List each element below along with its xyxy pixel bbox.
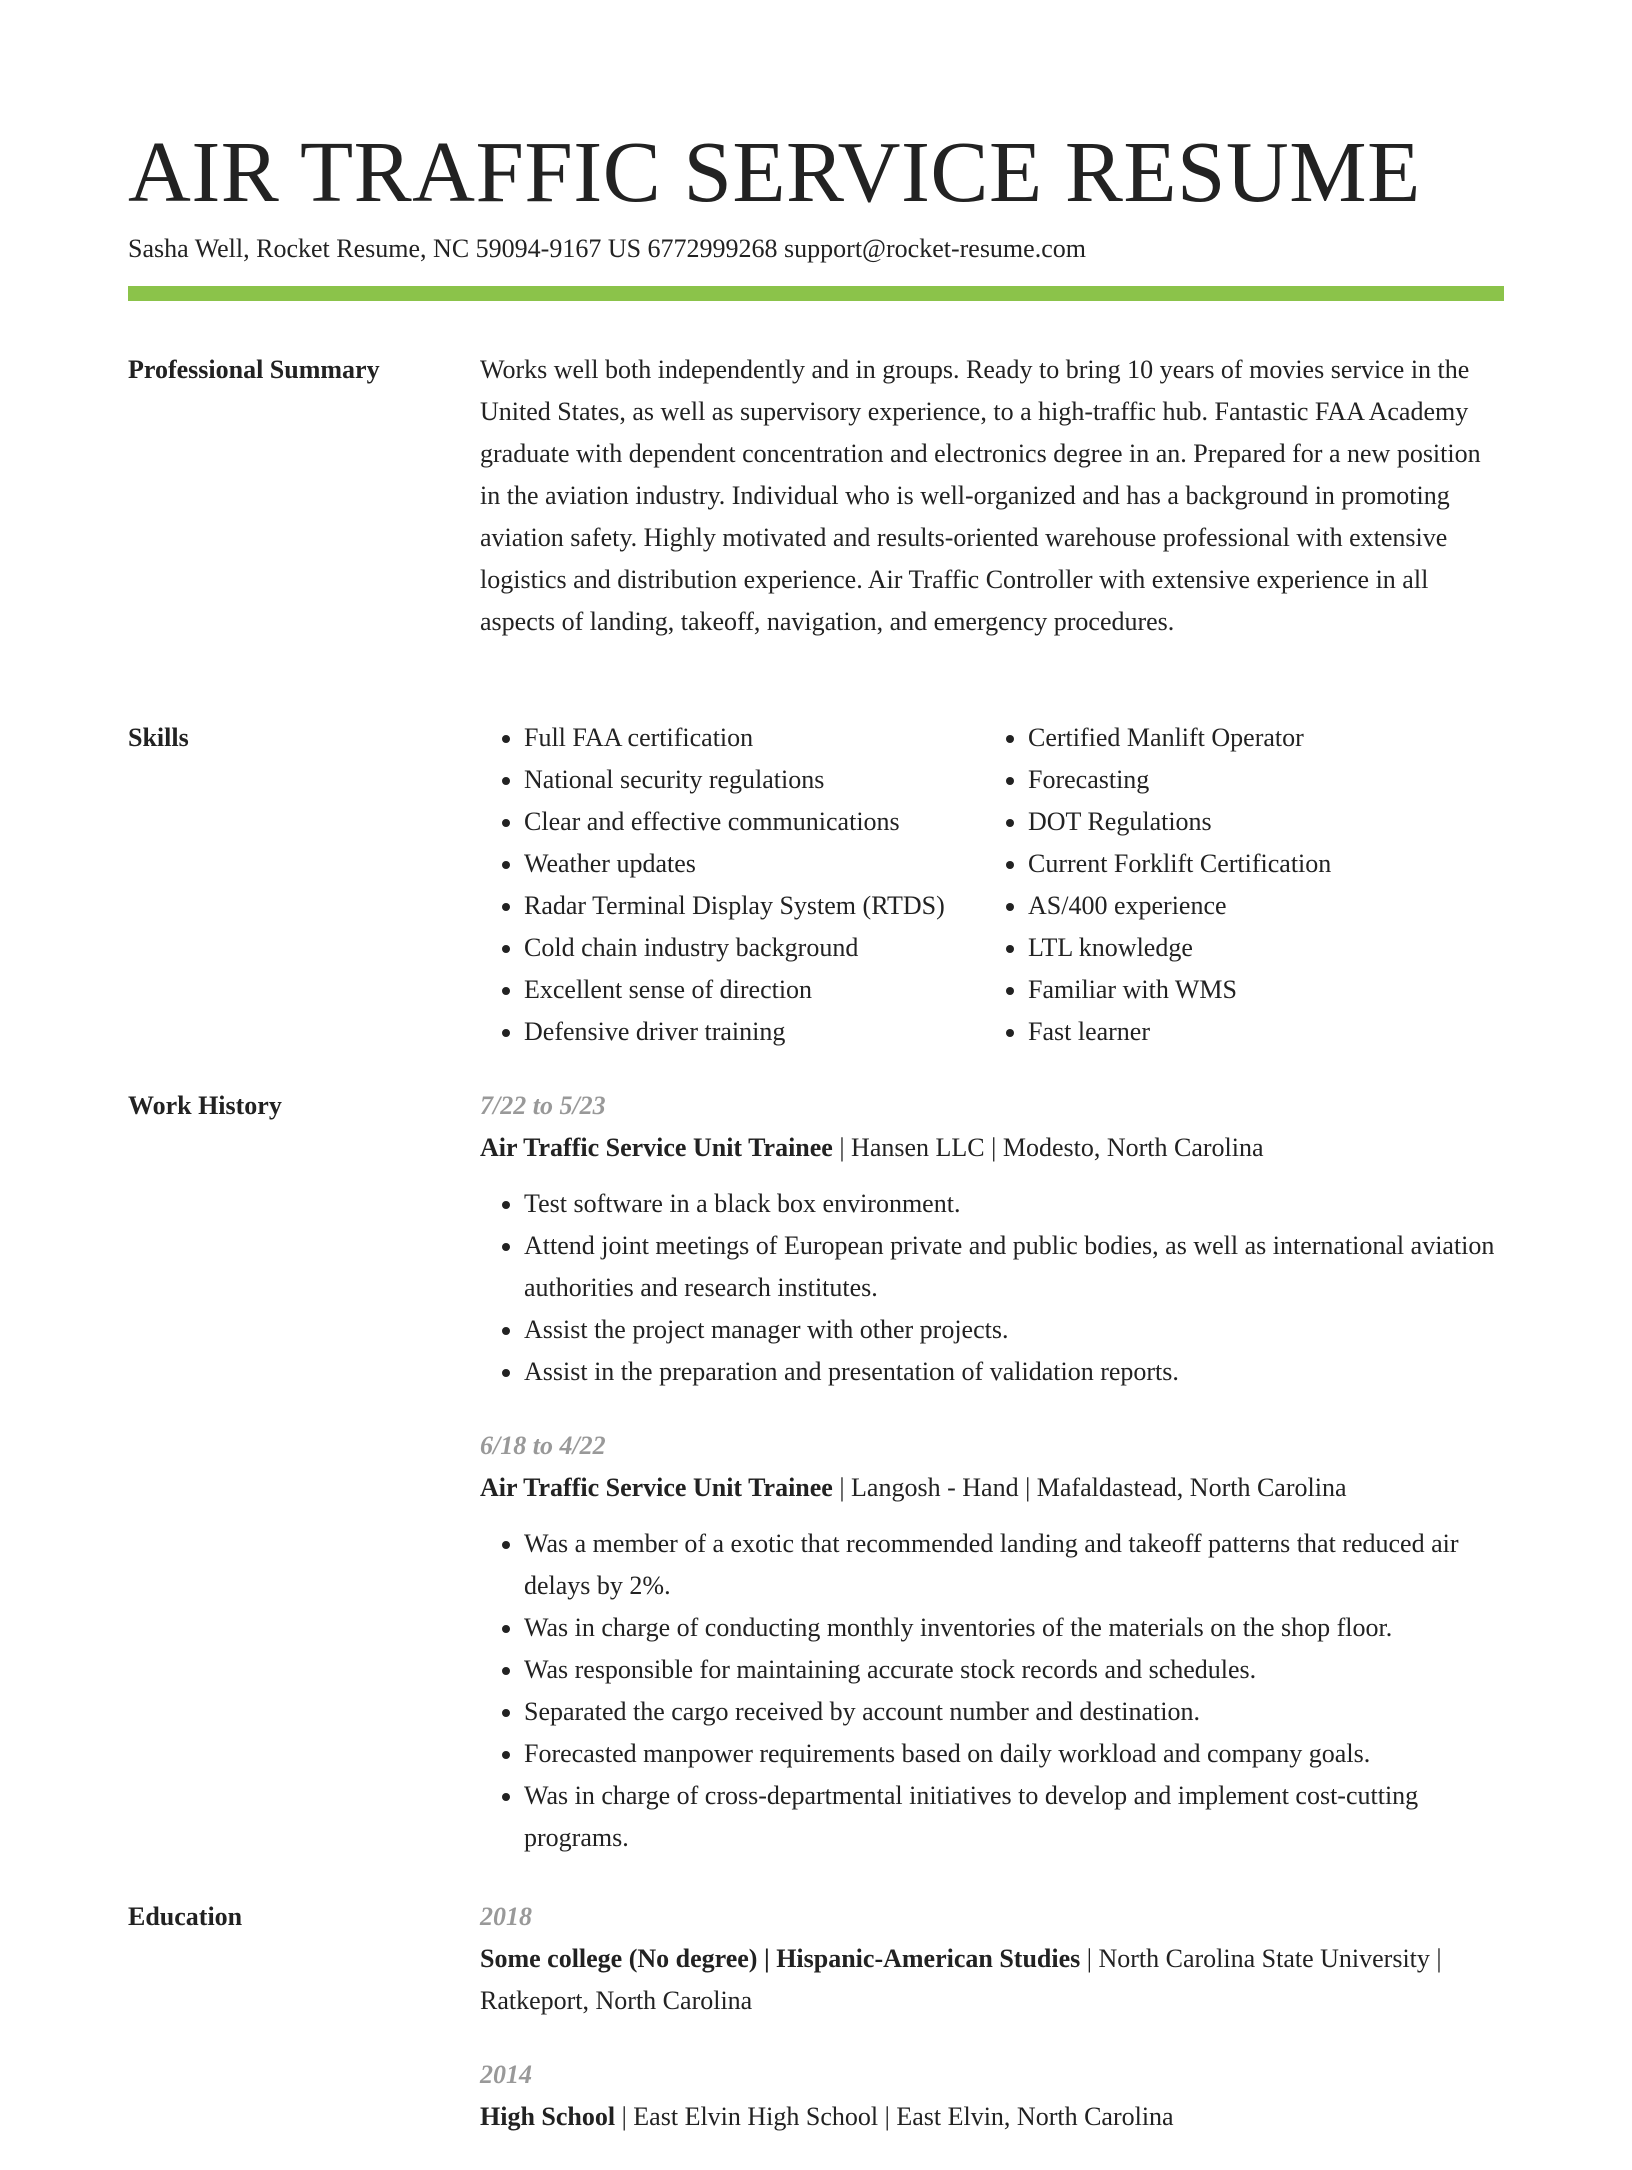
job-bullets xyxy=(480,1183,1504,1393)
skill-item: • Cold chain industry background xyxy=(524,927,984,969)
skill-item: • Current Forklift Certification xyxy=(1028,843,1488,885)
job-entry xyxy=(480,1085,1504,1393)
education-title: Some college (No degree) | Hispanic-American Studies xyxy=(480,1944,1081,1973)
summary-label: Professional Summary xyxy=(128,355,380,384)
education-label: Education xyxy=(128,1902,243,1931)
contact-line: Sasha Well, Rocket Resume, NC 59094-9167 US 6772999268 support@rocket-resume.com xyxy=(128,234,1086,263)
resume-title: AIR TRAFFIC SERVICE RESUME xyxy=(128,123,1421,220)
job-bullet: • Test software in a black box environment. xyxy=(524,1183,1504,1225)
job-date: 6/18 to 4/22 xyxy=(480,1431,606,1460)
skill-item: • Fast learner xyxy=(1028,1011,1488,1053)
summary-text: Works well both independently and in groups. Ready to bring 10 years of movies service in the United States, as well as supervisory experience, to a high-traffic hub. Fantastic FAA Academy graduate with dependent concentration and electronics degree in an. Prepared for a new position in the aviation industry. Individual who is well-organized and has a background in promoting aviation safety. Highly motivated and results-oriented warehouse professional with extensive logistics and distribution experience. Air Traffic Controller with extensive experience in all aspects of landing, takeoff, navigation, and emergency procedures. xyxy=(480,355,1481,636)
skill-item: • Clear and effective communications xyxy=(524,801,984,843)
job-bullet: • Attend joint meetings of European private and public bodies, as well as international aviation authorities and research institutes. xyxy=(524,1225,1504,1309)
skill-item: • LTL knowledge xyxy=(1028,927,1488,969)
education-entry xyxy=(480,1896,1504,2022)
summary-body xyxy=(480,349,1504,643)
skill-item: • Radar Terminal Display System (RTDS) xyxy=(524,885,984,927)
job-date: 7/22 to 5/23 xyxy=(480,1091,606,1120)
job-bullet: • Was in charge of conducting monthly inventories of the materials on the shop floor. xyxy=(524,1607,1504,1649)
education-details: | East Elvin High School | East Elvin, North Carolina xyxy=(615,2102,1174,2131)
skill-item: • National security regulations xyxy=(524,759,984,801)
skill-item: • Full FAA certification xyxy=(524,717,984,759)
education-date: 2014 xyxy=(480,2060,532,2089)
accent-divider xyxy=(128,286,1504,301)
job-bullet: • Forecasted manpower requirements based on daily workload and company goals. xyxy=(524,1733,1504,1775)
education-title: High School xyxy=(480,2102,616,2131)
job-bullet: • Assist in the preparation and presentation of validation reports. xyxy=(524,1351,1504,1393)
skills-column-1 xyxy=(480,717,984,1053)
job-bullets xyxy=(480,1523,1504,1859)
work-label: Work History xyxy=(128,1091,282,1120)
job-bullet: • Separated the cargo received by account number and destination. xyxy=(524,1691,1504,1733)
skills-body xyxy=(480,717,1504,1053)
skill-item: • DOT Regulations xyxy=(1028,801,1488,843)
skills-columns xyxy=(480,717,1504,1053)
education-body xyxy=(480,1896,1504,2170)
job-details: | Hansen LLC | Modesto, North Carolina xyxy=(832,1133,1264,1162)
skill-item: • Familiar with WMS xyxy=(1028,969,1488,1011)
education-header xyxy=(480,1938,1504,2022)
skill-item: • Weather updates xyxy=(524,843,984,885)
education-date: 2018 xyxy=(480,1902,532,1931)
education-details: | North Carolina State University | Ratkeport, North Carolina xyxy=(480,1944,1442,2015)
job-bullet: • Was in charge of cross-departmental initiatives to develop and implement cost-cutting programs. xyxy=(524,1775,1504,1859)
skill-item: • Defensive driver training xyxy=(524,1011,984,1053)
job-header xyxy=(480,1467,1504,1509)
job-bullet: • Was responsible for maintaining accurate stock records and schedules. xyxy=(524,1649,1504,1691)
skill-item: • Forecasting xyxy=(1028,759,1488,801)
job-details: | Langosh - Hand | Mafaldastead, North Carolina xyxy=(832,1473,1347,1502)
education-header xyxy=(480,2096,1504,2138)
skill-item: • Certified Manlift Operator xyxy=(1028,717,1488,759)
skill-item: • Excellent sense of direction xyxy=(524,969,984,1011)
education-entry xyxy=(480,2054,1504,2138)
job-bullet: • Assist the project manager with other projects. xyxy=(524,1309,1504,1351)
resume-page xyxy=(128,0,1504,2131)
skill-item: • AS/400 experience xyxy=(1028,885,1488,927)
job-title: Air Traffic Service Unit Trainee xyxy=(480,1473,833,1502)
job-header xyxy=(480,1127,1504,1169)
skills-column-2 xyxy=(984,717,1488,1053)
skills-label: Skills xyxy=(128,723,189,752)
job-bullet: • Was a member of a exotic that recommended landing and takeoff patterns that reduced air delays by 2%. xyxy=(524,1523,1504,1607)
work-body xyxy=(480,1085,1504,1891)
job-entry xyxy=(480,1425,1504,1859)
job-title: Air Traffic Service Unit Trainee xyxy=(480,1133,833,1162)
